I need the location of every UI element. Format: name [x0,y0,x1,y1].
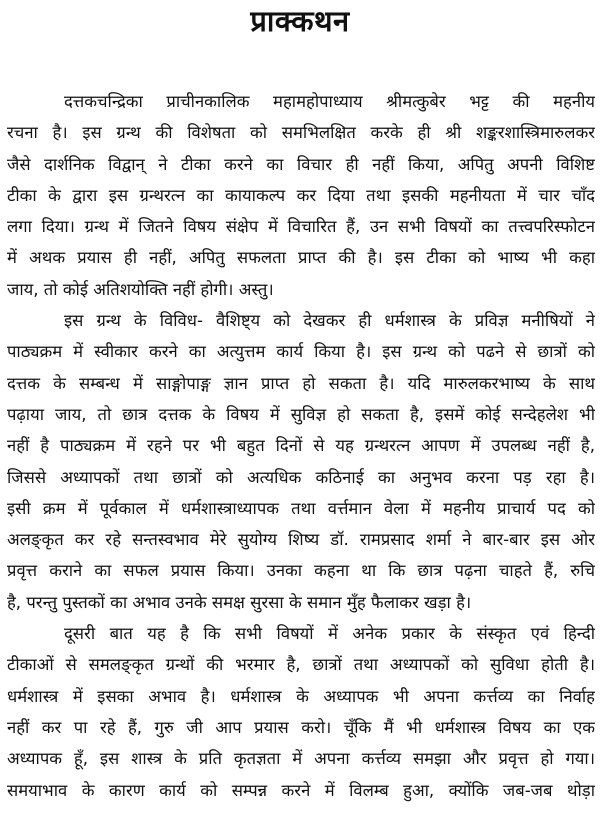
text-line: है, परन्तु पुस्तकों का अभाव उनके समक्ष सुरसा के समान मुँह फैलाकर खड़ा है। [7,592,472,612]
text-line: दूसरी बात यह है कि सभी विषयों में अनेक प्रकार के संस्कृत एवं हिन्दी [64,624,595,644]
text-line: नहीं कर पा रहे हैं, गुरु जी आप प्रयास करो। चूँकि मैं भी धर्मशास्त्र विषय का एक [7,717,595,737]
text-line: पढ़ाया जाय, तो छात्र दत्तक के विषय में सुविज्ञ हो सकता है, इसमें कोई सन्देहलेश भी [7,404,595,424]
text-line: पाठ्यक्रम में स्वीकार करने का अत्युत्तम कार्य किया है। इस ग्रन्थ को पढने से छात्रों को [7,342,595,362]
text-line: दत्तक के सम्बन्ध में साङ्गोपाङ्ग ज्ञान प्राप्त हो सकता है। यदि मारुलकरभाष्य के साथ [7,373,595,393]
paragraph-3 [7,618,595,806]
text-line: इस ग्रन्थ के विविध- वैशिष्ट्य को देखकर ही धर्मशास्त्र के प्रविज्ञ मनीषियों ने [64,311,595,331]
text-line: टीका के द्वारा इस ग्रन्थरत्न का कायाकल्प कर दिया तथा इसकी महनीयता में चार चाँद [7,185,595,205]
text-line: लगा दिया। ग्रन्थ में जितने विषय संक्षेप में विचारित हैं, उन सभी विषयों का तत्त्वपरिस्फोटन [7,217,595,237]
text-line: जिससे अध्यापकों तथा छात्रों को अत्यधिक कठिनाई का अनुभव करना पड़ रहा है। [7,467,595,487]
text-line: धर्मशास्त्र में इसका अभाव है। धर्मशास्त्र के अध्यापक भी अपना कर्त्तव्य का निर्वाह [7,686,595,706]
text-line: टीकाओं से समलङ्कृत ग्रन्थों की भरमार है, छात्रों तथा अध्यापकों को सुविधा होती है। [7,655,595,675]
text-line: में अथक प्रयास ही नहीं, अपितु सफलता प्राप्त की है। इस टीका को भाष्य भी कहा [7,248,595,268]
page-title: प्राक्कथन [250,4,350,38]
text-line: जाय, तो कोई अतिशयोक्ति नहीं होगी। अस्तु। [7,279,274,299]
text-line: नहीं है पाठ्यक्रम में रहने पर भी बहुत दिनों से यह ग्रन्थरत्न आपण में उपलब्ध नहीं है, [7,436,595,456]
text-line: रचना है। इस ग्रन्थ की विशेषता को समभिलक्षित करके ही श्री शङ्करशास्त्रिमारुलकर [7,123,595,143]
text-line: दत्तकचन्द्रिका प्राचीनकालिक महामहोपाध्याय श्रीमत्कुबेर भट्ट की महनीय [64,92,595,111]
text-line: प्रवृत्त कराने का सफल प्रयास किया। उनका कहना था कि छात्र पढ़ना चाहते हैं, रुचि [7,561,595,581]
text-line: इसी क्रम में पूर्वकाल में धर्मशास्त्राध्यापक तथा वर्त्तमान वेला में महनीय प्राचार्य पद को [7,498,595,518]
text-line: जैसे दार्शनिक विद्वान् ने टीका करने का विचार ही नहीं किया, अपितु अपनी विशिष्ट [7,154,595,174]
body-text [7,86,595,806]
text-line: अध्यापक हूँ, इस शास्त्र के प्रति कृतज्ञता में अपना कर्त्तव्य समझा और प्रवृत्त हो गया। [7,749,595,769]
text-line: अलङ्कृत कर रहे सन्तस्वभाव मेरे सुयोग्य शिष्य डॉ. रामप्रसाद शर्मा ने बार-बार इस ओर [7,530,595,550]
paragraph-2 [7,305,595,618]
paragraph-1 [7,86,595,305]
text-line: समयाभाव के कारण कार्य को सम्पन्न करने में विलम्ब हुआ, क्योंकि जब-जब थोड़ा [7,780,595,800]
